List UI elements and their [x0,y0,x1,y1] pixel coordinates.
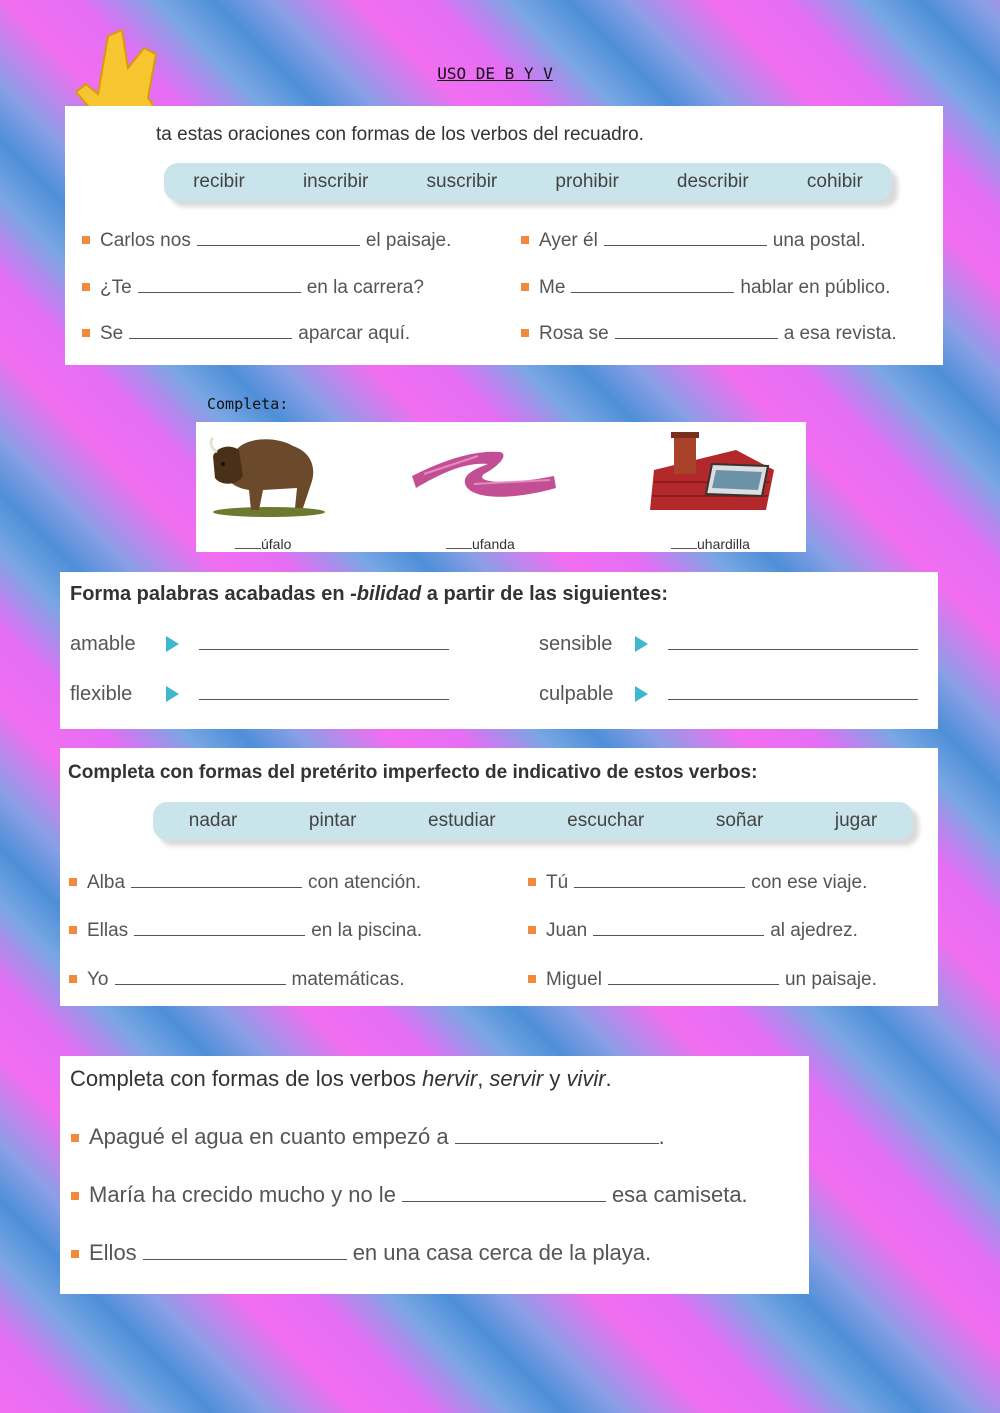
exercise-1-heading: ta estas oraciones con formas de los verbos del recuadro. [156,124,644,145]
answer-blank[interactable] [668,698,918,700]
bison-icon [203,428,328,518]
bison-caption: úfalo [235,536,291,552]
exercise-3-heading: Forma palabras acabadas en -bilidad a partir de las siguientes: [70,583,668,605]
exercise-4-sentence: Alba con atención. [69,872,421,894]
bullet-icon [528,926,536,934]
bullet-icon [71,1192,79,1200]
word-cohibir: cohibir [806,171,863,192]
exercise-4-sentence: Miguel un paisaje. [528,969,877,991]
bullet-icon [521,329,529,337]
exercise-1-sentence: Carlos nos el paisaje. [82,230,451,252]
word-inscribir: inscribir [302,171,369,192]
answer-blank[interactable] [143,1258,347,1260]
exercise-5-sentence: Ellos en una casa cerca de la playa. [71,1240,651,1266]
bullet-icon [528,975,536,983]
answer-blank[interactable] [593,934,764,936]
answer-blank[interactable] [199,698,449,700]
word-sonar: soñar [715,810,764,831]
bullet-icon [521,283,529,291]
exercise-4-sentence: Juan al ajedrez. [528,920,858,942]
word-amable-row: amable [70,633,455,656]
bullet-icon [69,878,77,886]
word-recibir: recibir [193,171,245,192]
exercise-4-sentence: Tú con ese viaje. [528,872,867,894]
word-culpable-row: culpable [539,683,924,706]
arrow-right-icon [166,686,179,702]
scarf-icon [404,440,564,510]
exercise-4-sentence: Ellas en la piscina. [69,920,422,942]
attic-caption: uhardilla [671,536,750,552]
arrow-right-icon [635,686,648,702]
exercise-4-word-box [153,802,913,840]
bullet-icon [71,1250,79,1258]
exercise-1-sentence: ¿Te en la carrera? [82,277,424,299]
answer-blank[interactable] [235,547,261,549]
exercise-2-label: Completa: [207,395,289,413]
bullet-icon [528,878,536,886]
answer-blank[interactable] [615,337,778,339]
arrow-right-icon [166,636,179,652]
arrow-right-icon [635,636,648,652]
exercise-5-heading: Completa con formas de los verbos hervir, servir y vivir. [70,1066,612,1091]
attic-roof-icon [646,430,776,515]
word-pintar: pintar [308,810,357,831]
word-estudiar: estudiar [428,810,496,831]
answer-blank[interactable] [402,1200,606,1202]
word-escuchar: escuchar [567,810,645,831]
exercise-4-sentence: Yo matemáticas. [69,969,404,991]
answer-blank[interactable] [604,244,767,246]
scarf-caption: ufanda [446,536,515,552]
word-jugar: jugar [834,810,878,831]
answer-blank[interactable] [574,886,745,888]
exercise-4-heading: Completa con formas del pretérito imperfecto de indicativo de estos verbos: [68,762,758,783]
answer-blank[interactable] [138,291,301,293]
word-prohibir: prohibir [555,171,619,192]
bullet-icon [521,236,529,244]
bullet-icon [82,236,90,244]
answer-blank[interactable] [129,337,292,339]
exercise-1-word-box [164,163,892,201]
exercise-1-sentence: Me hablar en público. [521,277,890,299]
answer-blank[interactable] [131,886,302,888]
word-describir: describir [676,171,749,192]
bullet-icon [69,975,77,983]
answer-blank[interactable] [671,547,697,549]
word-sensible-row: sensible [539,633,924,656]
answer-blank[interactable] [571,291,734,293]
answer-blank[interactable] [115,983,286,985]
answer-blank[interactable] [199,648,449,650]
exercise-1-sentence: Se aparcar aquí. [82,323,410,345]
bullet-icon [82,283,90,291]
bullet-icon [82,329,90,337]
answer-blank[interactable] [446,547,472,549]
word-suscribir: suscribir [426,171,498,192]
answer-blank[interactable] [608,983,779,985]
bullet-icon [69,926,77,934]
answer-blank[interactable] [134,934,305,936]
word-flexible-row: flexible [70,683,455,706]
answer-blank[interactable] [455,1142,659,1144]
word-nadar: nadar [188,810,238,831]
exercise-5-sentence: María ha crecido mucho y no le esa camiseta. [71,1182,748,1208]
exercise-1-sentence: Rosa se a esa revista. [521,323,897,345]
exercise-5-sentence: Apagué el agua en cuanto empezó a . [71,1124,665,1150]
exercise-1-sentence: Ayer él una postal. [521,230,866,252]
page-title: USO DE B Y V [437,64,553,83]
bullet-icon [71,1134,79,1142]
answer-blank[interactable] [197,244,360,246]
answer-blank[interactable] [668,648,918,650]
